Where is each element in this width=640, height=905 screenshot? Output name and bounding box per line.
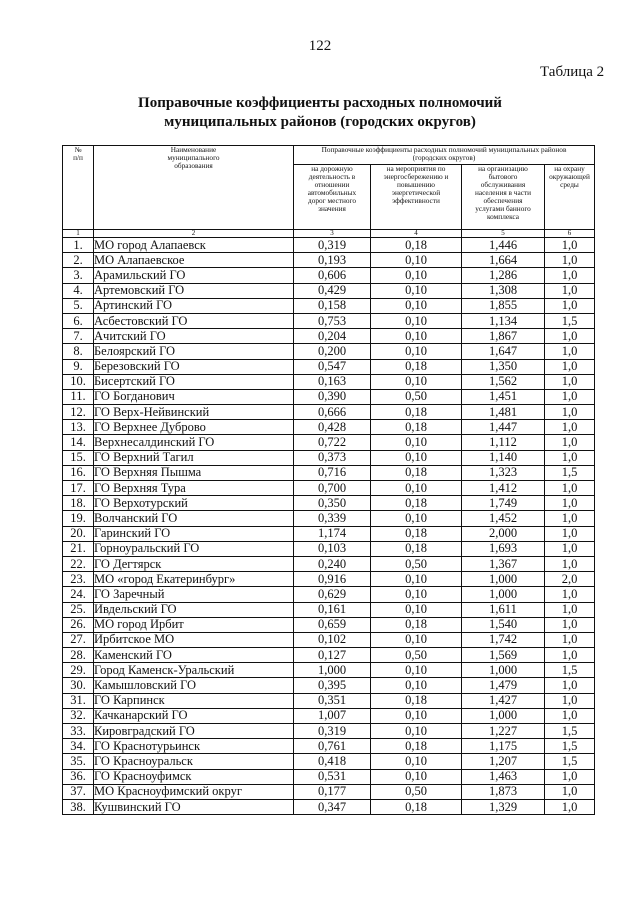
municipality-name: ГО Красноуральск bbox=[94, 754, 294, 769]
municipality-name: ГО Заречный bbox=[94, 587, 294, 602]
environment-coefficient: 1,0 bbox=[545, 253, 595, 268]
bath-coefficient: 1,412 bbox=[462, 481, 545, 496]
bath-coefficient: 1,112 bbox=[462, 435, 545, 450]
bath-coefficient: 1,479 bbox=[462, 678, 545, 693]
bath-coefficient: 1,664 bbox=[462, 253, 545, 268]
bath-coefficient: 1,447 bbox=[462, 420, 545, 435]
environment-coefficient: 1,0 bbox=[545, 374, 595, 389]
energy-coefficient: 0,10 bbox=[371, 632, 462, 647]
environment-coefficient: 1,0 bbox=[545, 678, 595, 693]
energy-coefficient: 0,18 bbox=[371, 693, 462, 708]
table-row bbox=[63, 253, 595, 268]
environment-coefficient: 1,0 bbox=[545, 602, 595, 617]
municipality-name: Арамильский ГО bbox=[94, 268, 294, 283]
table-row bbox=[63, 587, 595, 602]
road-coefficient: 0,177 bbox=[294, 784, 371, 799]
bath-coefficient: 1,323 bbox=[462, 465, 545, 480]
bath-coefficient: 1,000 bbox=[462, 587, 545, 602]
environment-coefficient: 1,0 bbox=[545, 632, 595, 647]
environment-coefficient: 1,0 bbox=[545, 526, 595, 541]
table-row bbox=[63, 799, 595, 814]
table-row bbox=[63, 784, 595, 799]
environment-coefficient: 1,0 bbox=[545, 556, 595, 571]
road-coefficient: 0,606 bbox=[294, 268, 371, 283]
environment-coefficient: 1,5 bbox=[545, 739, 595, 754]
energy-coefficient: 0,18 bbox=[371, 496, 462, 511]
road-coefficient: 0,163 bbox=[294, 374, 371, 389]
energy-coefficient: 0,18 bbox=[371, 541, 462, 556]
municipality-name: Верхнесалдинский ГО bbox=[94, 435, 294, 450]
table-row bbox=[63, 405, 595, 420]
energy-coefficient: 0,10 bbox=[371, 481, 462, 496]
municipality-name: МО «город Екатеринбург» bbox=[94, 572, 294, 587]
bath-coefficient: 2,000 bbox=[462, 526, 545, 541]
header-col-index: 6 bbox=[545, 230, 595, 238]
title-line-2: муниципальных районов (городских округов) bbox=[164, 114, 476, 130]
table-row bbox=[63, 617, 595, 632]
row-number: 36. bbox=[63, 769, 94, 784]
environment-coefficient: 1,0 bbox=[545, 268, 595, 283]
road-coefficient: 0,158 bbox=[294, 298, 371, 313]
header-energy: на мероприятия по энергосбережению и повышению энергетической эффективности bbox=[371, 165, 462, 230]
energy-coefficient: 0,10 bbox=[371, 298, 462, 313]
environment-coefficient: 1,0 bbox=[545, 708, 595, 723]
row-number: 26. bbox=[63, 617, 94, 632]
energy-coefficient: 0,10 bbox=[371, 329, 462, 344]
bath-coefficient: 1,427 bbox=[462, 693, 545, 708]
municipality-name: Артинский ГО bbox=[94, 298, 294, 313]
environment-coefficient: 1,0 bbox=[545, 329, 595, 344]
municipality-name: Город Каменск-Уральский bbox=[94, 663, 294, 678]
bath-coefficient: 1,452 bbox=[462, 511, 545, 526]
header-bath: на организацию бытового обслуживания населения в части обеспечения услугами банного комплекса bbox=[462, 165, 545, 230]
bath-coefficient: 1,367 bbox=[462, 556, 545, 571]
row-number: 12. bbox=[63, 405, 94, 420]
table-row bbox=[63, 283, 595, 298]
table-row bbox=[63, 435, 595, 450]
row-number: 30. bbox=[63, 678, 94, 693]
road-coefficient: 0,102 bbox=[294, 632, 371, 647]
bath-coefficient: 1,463 bbox=[462, 769, 545, 784]
municipality-name: МО город Ирбит bbox=[94, 617, 294, 632]
road-coefficient: 0,722 bbox=[294, 435, 371, 450]
road-coefficient: 0,666 bbox=[294, 405, 371, 420]
energy-coefficient: 0,10 bbox=[371, 663, 462, 678]
road-coefficient: 0,428 bbox=[294, 420, 371, 435]
bath-coefficient: 1,855 bbox=[462, 298, 545, 313]
bath-coefficient: 1,540 bbox=[462, 617, 545, 632]
municipality-name: Бисертский ГО bbox=[94, 374, 294, 389]
energy-coefficient: 0,10 bbox=[371, 283, 462, 298]
row-number: 31. bbox=[63, 693, 94, 708]
municipality-name: Горноуральский ГО bbox=[94, 541, 294, 556]
energy-coefficient: 0,10 bbox=[371, 374, 462, 389]
energy-coefficient: 0,10 bbox=[371, 344, 462, 359]
row-number: 25. bbox=[63, 602, 94, 617]
table-row bbox=[63, 329, 595, 344]
table-row bbox=[63, 693, 595, 708]
energy-coefficient: 0,18 bbox=[371, 359, 462, 374]
road-coefficient: 0,531 bbox=[294, 769, 371, 784]
table-row bbox=[63, 602, 595, 617]
row-number: 38. bbox=[63, 799, 94, 814]
road-coefficient: 0,547 bbox=[294, 359, 371, 374]
header-col-index: 4 bbox=[371, 230, 462, 238]
table-row bbox=[63, 481, 595, 496]
municipality-name: Качканарский ГО bbox=[94, 708, 294, 723]
energy-coefficient: 0,10 bbox=[371, 511, 462, 526]
environment-coefficient: 1,5 bbox=[545, 465, 595, 480]
row-number: 13. bbox=[63, 420, 94, 435]
bath-coefficient: 1,308 bbox=[462, 283, 545, 298]
energy-coefficient: 0,18 bbox=[371, 465, 462, 480]
municipality-name: Асбестовский ГО bbox=[94, 313, 294, 328]
row-number: 28. bbox=[63, 648, 94, 663]
bath-coefficient: 1,693 bbox=[462, 541, 545, 556]
row-number: 16. bbox=[63, 465, 94, 480]
road-coefficient: 0,350 bbox=[294, 496, 371, 511]
road-coefficient: 0,319 bbox=[294, 238, 371, 253]
table-row bbox=[63, 496, 595, 511]
coefficients-table bbox=[62, 145, 595, 815]
environment-coefficient: 1,0 bbox=[545, 648, 595, 663]
road-coefficient: 0,761 bbox=[294, 739, 371, 754]
table-row bbox=[63, 374, 595, 389]
table-row bbox=[63, 739, 595, 754]
row-number: 2. bbox=[63, 253, 94, 268]
road-coefficient: 0,716 bbox=[294, 465, 371, 480]
environment-coefficient: 1,0 bbox=[545, 405, 595, 420]
energy-coefficient: 0,50 bbox=[371, 556, 462, 571]
page-number: 122 bbox=[308, 38, 332, 54]
energy-coefficient: 0,18 bbox=[371, 526, 462, 541]
bath-coefficient: 1,350 bbox=[462, 359, 545, 374]
road-coefficient: 0,418 bbox=[294, 754, 371, 769]
energy-coefficient: 0,18 bbox=[371, 617, 462, 632]
municipality-name: Ирбитское МО bbox=[94, 632, 294, 647]
table-row bbox=[63, 708, 595, 723]
row-number: 37. bbox=[63, 784, 94, 799]
bath-coefficient: 1,000 bbox=[462, 663, 545, 678]
road-coefficient: 0,351 bbox=[294, 693, 371, 708]
energy-coefficient: 0,10 bbox=[371, 678, 462, 693]
environment-coefficient: 1,0 bbox=[545, 481, 595, 496]
municipality-name: ГО Богданович bbox=[94, 389, 294, 404]
municipality-name: Камышловский ГО bbox=[94, 678, 294, 693]
bath-coefficient: 1,134 bbox=[462, 313, 545, 328]
road-coefficient: 0,161 bbox=[294, 602, 371, 617]
municipality-name: МО город Алапаевск bbox=[94, 238, 294, 253]
table-row bbox=[63, 769, 595, 784]
environment-coefficient: 1,0 bbox=[545, 769, 595, 784]
energy-coefficient: 0,50 bbox=[371, 784, 462, 799]
environment-coefficient: 1,5 bbox=[545, 754, 595, 769]
energy-coefficient: 0,10 bbox=[371, 268, 462, 283]
energy-coefficient: 0,10 bbox=[371, 754, 462, 769]
table-row bbox=[63, 663, 595, 678]
energy-coefficient: 0,10 bbox=[371, 724, 462, 739]
table-row bbox=[63, 572, 595, 587]
row-number: 8. bbox=[63, 344, 94, 359]
energy-coefficient: 0,50 bbox=[371, 389, 462, 404]
bath-coefficient: 1,329 bbox=[462, 799, 545, 814]
energy-coefficient: 0,10 bbox=[371, 435, 462, 450]
municipality-name: Гаринский ГО bbox=[94, 526, 294, 541]
row-number: 33. bbox=[63, 724, 94, 739]
road-coefficient: 0,395 bbox=[294, 678, 371, 693]
municipality-name: Кушвинский ГО bbox=[94, 799, 294, 814]
environment-coefficient: 1,5 bbox=[545, 724, 595, 739]
road-coefficient: 0,204 bbox=[294, 329, 371, 344]
bath-coefficient: 1,749 bbox=[462, 496, 545, 511]
environment-coefficient: 1,0 bbox=[545, 617, 595, 632]
table-row bbox=[63, 313, 595, 328]
road-coefficient: 0,629 bbox=[294, 587, 371, 602]
table-row bbox=[63, 450, 595, 465]
row-number: 18. bbox=[63, 496, 94, 511]
bath-coefficient: 1,000 bbox=[462, 572, 545, 587]
bath-coefficient: 1,140 bbox=[462, 450, 545, 465]
environment-coefficient: 1,0 bbox=[545, 359, 595, 374]
table-body bbox=[63, 238, 595, 815]
table-row bbox=[63, 268, 595, 283]
row-number: 10. bbox=[63, 374, 94, 389]
bath-coefficient: 1,569 bbox=[462, 648, 545, 663]
table-row bbox=[63, 465, 595, 480]
header-environment: на охрану окружающей среды bbox=[545, 165, 595, 230]
environment-coefficient: 1,0 bbox=[545, 450, 595, 465]
header-group: Поправочные коэффициенты расходных полномочий муниципальных районов (городских округов) bbox=[294, 146, 595, 165]
energy-coefficient: 0,10 bbox=[371, 253, 462, 268]
environment-coefficient: 1,0 bbox=[545, 496, 595, 511]
road-coefficient: 0,916 bbox=[294, 572, 371, 587]
header-number: № п/п bbox=[63, 146, 94, 230]
row-number: 11. bbox=[63, 389, 94, 404]
road-coefficient: 0,373 bbox=[294, 450, 371, 465]
row-number: 29. bbox=[63, 663, 94, 678]
municipality-name: ГО Верхняя Тура bbox=[94, 481, 294, 496]
municipality-name: Каменский ГО bbox=[94, 648, 294, 663]
road-coefficient: 1,174 bbox=[294, 526, 371, 541]
row-number: 9. bbox=[63, 359, 94, 374]
bath-coefficient: 1,286 bbox=[462, 268, 545, 283]
road-coefficient: 0,200 bbox=[294, 344, 371, 359]
road-coefficient: 0,127 bbox=[294, 648, 371, 663]
energy-coefficient: 0,10 bbox=[371, 313, 462, 328]
table-row bbox=[63, 526, 595, 541]
row-number: 23. bbox=[63, 572, 94, 587]
energy-coefficient: 0,18 bbox=[371, 420, 462, 435]
road-coefficient: 0,429 bbox=[294, 283, 371, 298]
bath-coefficient: 1,481 bbox=[462, 405, 545, 420]
road-coefficient: 1,000 bbox=[294, 663, 371, 678]
environment-coefficient: 1,0 bbox=[545, 283, 595, 298]
municipality-name: Ивдельский ГО bbox=[94, 602, 294, 617]
energy-coefficient: 0,10 bbox=[371, 708, 462, 723]
environment-coefficient: 1,0 bbox=[545, 587, 595, 602]
document-title bbox=[0, 94, 640, 132]
table-row bbox=[63, 556, 595, 571]
environment-coefficient: 1,0 bbox=[545, 238, 595, 253]
municipality-name: ГО Верхний Тагил bbox=[94, 450, 294, 465]
road-coefficient: 1,007 bbox=[294, 708, 371, 723]
row-number: 3. bbox=[63, 268, 94, 283]
municipality-name: Волчанский ГО bbox=[94, 511, 294, 526]
bath-coefficient: 1,175 bbox=[462, 739, 545, 754]
bath-coefficient: 1,647 bbox=[462, 344, 545, 359]
environment-coefficient: 1,0 bbox=[545, 420, 595, 435]
row-number: 34. bbox=[63, 739, 94, 754]
municipality-name: ГО Верхняя Пышма bbox=[94, 465, 294, 480]
energy-coefficient: 0,10 bbox=[371, 450, 462, 465]
header-road: на дорожную деятельность в отношении автомобильных дорог местного значения bbox=[294, 165, 371, 230]
road-coefficient: 0,240 bbox=[294, 556, 371, 571]
municipality-name: ГО Дегтярск bbox=[94, 556, 294, 571]
environment-coefficient: 1,0 bbox=[545, 784, 595, 799]
environment-coefficient: 1,0 bbox=[545, 389, 595, 404]
row-number: 1. bbox=[63, 238, 94, 253]
energy-coefficient: 0,10 bbox=[371, 769, 462, 784]
municipality-name: МО Красноуфимский округ bbox=[94, 784, 294, 799]
road-coefficient: 0,103 bbox=[294, 541, 371, 556]
table-row bbox=[63, 298, 595, 313]
row-number: 7. bbox=[63, 329, 94, 344]
bath-coefficient: 1,000 bbox=[462, 708, 545, 723]
table-row bbox=[63, 632, 595, 647]
row-number: 24. bbox=[63, 587, 94, 602]
bath-coefficient: 1,562 bbox=[462, 374, 545, 389]
environment-coefficient: 1,0 bbox=[545, 344, 595, 359]
environment-coefficient: 1,0 bbox=[545, 799, 595, 814]
header-col-index: 5 bbox=[462, 230, 545, 238]
environment-coefficient: 1,0 bbox=[545, 693, 595, 708]
road-coefficient: 0,339 bbox=[294, 511, 371, 526]
row-number: 27. bbox=[63, 632, 94, 647]
table-row bbox=[63, 648, 595, 663]
row-number: 20. bbox=[63, 526, 94, 541]
row-number: 14. bbox=[63, 435, 94, 450]
row-number: 32. bbox=[63, 708, 94, 723]
table-row bbox=[63, 359, 595, 374]
bath-coefficient: 1,207 bbox=[462, 754, 545, 769]
table-row bbox=[63, 678, 595, 693]
environment-coefficient: 1,5 bbox=[545, 313, 595, 328]
row-number: 15. bbox=[63, 450, 94, 465]
road-coefficient: 0,319 bbox=[294, 724, 371, 739]
table-row bbox=[63, 724, 595, 739]
title-line-1: Поправочные коэффициенты расходных полномочий bbox=[138, 95, 502, 111]
municipality-name: ГО Карпинск bbox=[94, 693, 294, 708]
municipality-name: ГО Краснотурьинск bbox=[94, 739, 294, 754]
table-row bbox=[63, 511, 595, 526]
row-number: 19. bbox=[63, 511, 94, 526]
environment-coefficient: 1,0 bbox=[545, 298, 595, 313]
row-number: 22. bbox=[63, 556, 94, 571]
bath-coefficient: 1,611 bbox=[462, 602, 545, 617]
environment-coefficient: 1,5 bbox=[545, 663, 595, 678]
bath-coefficient: 1,742 bbox=[462, 632, 545, 647]
table-row bbox=[63, 389, 595, 404]
road-coefficient: 0,659 bbox=[294, 617, 371, 632]
energy-coefficient: 0,18 bbox=[371, 799, 462, 814]
road-coefficient: 0,753 bbox=[294, 313, 371, 328]
bath-coefficient: 1,451 bbox=[462, 389, 545, 404]
table-row bbox=[63, 420, 595, 435]
row-number: 6. bbox=[63, 313, 94, 328]
row-number: 17. bbox=[63, 481, 94, 496]
energy-coefficient: 0,18 bbox=[371, 405, 462, 420]
bath-coefficient: 1,873 bbox=[462, 784, 545, 799]
environment-coefficient: 1,0 bbox=[545, 435, 595, 450]
row-number: 35. bbox=[63, 754, 94, 769]
energy-coefficient: 0,18 bbox=[371, 739, 462, 754]
municipality-name: Кировградский ГО bbox=[94, 724, 294, 739]
road-coefficient: 0,700 bbox=[294, 481, 371, 496]
energy-coefficient: 0,10 bbox=[371, 572, 462, 587]
energy-coefficient: 0,10 bbox=[371, 602, 462, 617]
environment-coefficient: 2,0 bbox=[545, 572, 595, 587]
bath-coefficient: 1,867 bbox=[462, 329, 545, 344]
row-number: 4. bbox=[63, 283, 94, 298]
header-col-index: 3 bbox=[294, 230, 371, 238]
municipality-name: Ачитский ГО bbox=[94, 329, 294, 344]
municipality-name: ГО Верх-Нейвинский bbox=[94, 405, 294, 420]
environment-coefficient: 1,0 bbox=[545, 541, 595, 556]
municipality-name: МО Алапаевское bbox=[94, 253, 294, 268]
municipality-name: ГО Красноуфимск bbox=[94, 769, 294, 784]
energy-coefficient: 0,10 bbox=[371, 587, 462, 602]
table-label: Таблица 2 bbox=[540, 64, 605, 80]
municipality-name: ГО Верхотурский bbox=[94, 496, 294, 511]
table-row bbox=[63, 541, 595, 556]
municipality-name: Белоярский ГО bbox=[94, 344, 294, 359]
row-number: 5. bbox=[63, 298, 94, 313]
energy-coefficient: 0,18 bbox=[371, 238, 462, 253]
road-coefficient: 0,193 bbox=[294, 253, 371, 268]
row-number: 21. bbox=[63, 541, 94, 556]
table-row bbox=[63, 344, 595, 359]
municipality-name: Артемовский ГО bbox=[94, 283, 294, 298]
municipality-name: ГО Верхнее Дуброво bbox=[94, 420, 294, 435]
road-coefficient: 0,347 bbox=[294, 799, 371, 814]
header-col-index: 1 bbox=[63, 230, 94, 238]
road-coefficient: 0,390 bbox=[294, 389, 371, 404]
header-col-index: 2 bbox=[94, 230, 294, 238]
municipality-name: Березовский ГО bbox=[94, 359, 294, 374]
environment-coefficient: 1,0 bbox=[545, 511, 595, 526]
header-name: Наименование муниципального образования bbox=[94, 146, 294, 230]
bath-coefficient: 1,446 bbox=[462, 238, 545, 253]
bath-coefficient: 1,227 bbox=[462, 724, 545, 739]
energy-coefficient: 0,50 bbox=[371, 648, 462, 663]
table-row bbox=[63, 238, 595, 253]
table-row bbox=[63, 754, 595, 769]
